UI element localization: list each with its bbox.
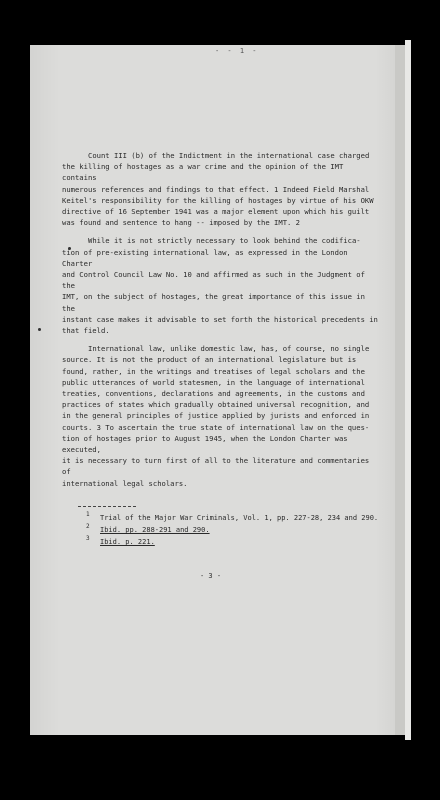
text-line: tion of hostages prior to August 1945, when the London Charter was executed, [62, 433, 348, 455]
text-line: source. It is not the product of an international legislature but is [62, 355, 357, 365]
text-line: Keitel's responsibility for the killing of hostages by virtue of his OKW [62, 195, 374, 205]
paragraph-3 [62, 343, 382, 489]
text-line: International law, unlike domestic law, has, of course, no single [88, 344, 370, 354]
margin-dot [38, 328, 41, 331]
footnote-text: Trial of the Major War Criminals, Vol. 1, pp. 227-28, 234 and 290. [100, 514, 379, 522]
body-text [62, 150, 382, 496]
page-margin-strip [395, 45, 405, 735]
text-line: IMT, on the subject of hostages, the great importance of this issue in the [62, 292, 365, 313]
footnote-separator [78, 506, 136, 507]
page-edge [405, 40, 411, 740]
footnote-number: 3 [86, 535, 90, 542]
paragraph-2 [62, 235, 382, 336]
text-line: international legal scholars. [62, 478, 188, 488]
footnote-number: 2 [86, 523, 90, 530]
footnote-1 [86, 512, 386, 524]
footnote-text: Ibid. p. 221. [100, 538, 155, 546]
text-line: courts. 3 To ascertain the true state of international law on the ques- [62, 422, 370, 432]
text-line: Count III (b) of the Indictment in the international case charged [88, 151, 370, 160]
paragraph-1 [62, 150, 382, 228]
text-line: the killing of hostages as a war crime and the opinion of the IMT contains [62, 162, 344, 183]
text-line: it is necessary to turn first of all to the literature and commentaries of [62, 456, 370, 477]
header-mark: - - 1 - [215, 47, 259, 55]
text-line: practices of states which gradually obtained universal recognition, and [62, 400, 370, 410]
text-line: was found and sentence to hang -- imposed by the IMT. 2 [62, 218, 300, 228]
page-number: - 3 - [200, 572, 222, 580]
text-line: tion of pre-existing international law, as expressed in the London Charter [62, 247, 348, 268]
text-line: instant case makes it advisable to set forth the historical precedents in [62, 314, 378, 324]
text-line: that field. [62, 326, 110, 336]
text-line: public utterances of world statesmen, in the language of international [62, 377, 365, 387]
text-line: directive of 16 September 1941 was a major element upon which his guilt [62, 207, 370, 217]
text-line: treaties, conventions, declarations and agreements, in the customs and [62, 389, 365, 399]
text-line: numerous references and findings to that effect. 1 Indeed Field Marshal [62, 184, 370, 194]
footnote-3 [86, 536, 386, 548]
text-line: and Control Council Law No. 10 and affirmed as such in the Judgment of the [62, 270, 365, 291]
footnotes [86, 512, 386, 548]
text-line: While it is not strictly necessary to look behind the codifica- [88, 236, 361, 246]
text-line: found, rather, in the writings and treatises of legal scholars and the [62, 366, 365, 376]
text-line: in the general principles of justice applied by jurists and enforced in [62, 411, 370, 421]
footnote-number: 1 [86, 511, 90, 518]
footnote-2 [86, 524, 386, 536]
footnote-text: Ibid. pp. 288-291 and 290. [100, 526, 210, 534]
